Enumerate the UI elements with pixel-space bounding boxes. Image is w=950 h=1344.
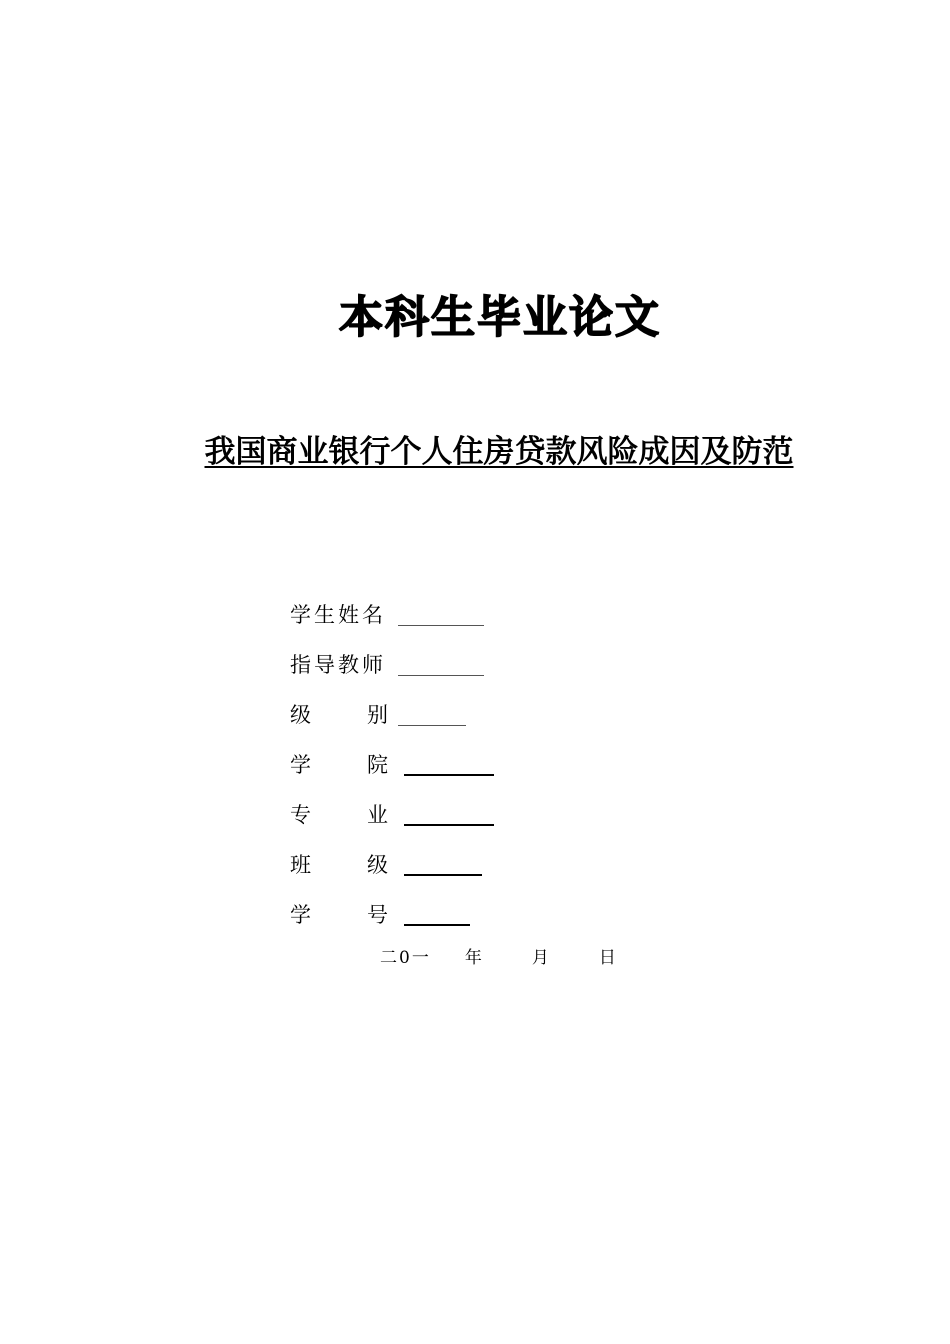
date-day-label: 日 bbox=[598, 948, 616, 968]
level-field[interactable] bbox=[398, 703, 466, 726]
student-info-block bbox=[290, 580, 690, 930]
date-year-prefix: 二0一 bbox=[380, 948, 431, 968]
student-id-field[interactable] bbox=[404, 902, 470, 926]
student-id-label bbox=[290, 900, 388, 930]
level-label bbox=[290, 700, 388, 730]
college-label-char-1: 学 bbox=[290, 753, 311, 777]
thesis-title: 我国商业银行个人住房贷款风险成因及防范 bbox=[204, 434, 794, 470]
info-row-major bbox=[290, 780, 690, 830]
info-row-level bbox=[290, 680, 690, 730]
main-title: 本科生毕业论文 bbox=[339, 292, 661, 343]
major-label-char-2: 业 bbox=[367, 803, 388, 827]
info-row-student-name bbox=[290, 580, 690, 630]
advisor-field[interactable] bbox=[398, 653, 484, 676]
date-line bbox=[380, 946, 616, 970]
college-label-char-2: 院 bbox=[367, 753, 388, 777]
student-name-field[interactable] bbox=[398, 603, 484, 626]
date-month-label: 月 bbox=[531, 948, 549, 968]
class-label bbox=[290, 850, 388, 880]
major-label-char-1: 专 bbox=[290, 803, 311, 827]
college-label bbox=[290, 750, 388, 780]
student-name-label: 学生姓名 bbox=[290, 603, 386, 627]
class-label-char-1: 班 bbox=[290, 853, 311, 877]
student-id-label-char-1: 学 bbox=[290, 903, 311, 927]
class-label-char-2: 级 bbox=[367, 853, 388, 877]
college-field[interactable] bbox=[404, 752, 494, 776]
major-field[interactable] bbox=[404, 802, 494, 826]
info-row-advisor bbox=[290, 630, 690, 680]
level-label-char-2: 别 bbox=[367, 703, 388, 727]
info-row-class bbox=[290, 830, 690, 880]
info-row-college bbox=[290, 730, 690, 780]
student-id-label-char-2: 号 bbox=[367, 903, 388, 927]
class-field[interactable] bbox=[404, 852, 482, 876]
level-label-char-1: 级 bbox=[290, 703, 311, 727]
major-label bbox=[290, 800, 388, 830]
info-row-student-id bbox=[290, 880, 690, 930]
date-year-label: 年 bbox=[464, 948, 482, 968]
advisor-label: 指导教师 bbox=[290, 653, 386, 677]
